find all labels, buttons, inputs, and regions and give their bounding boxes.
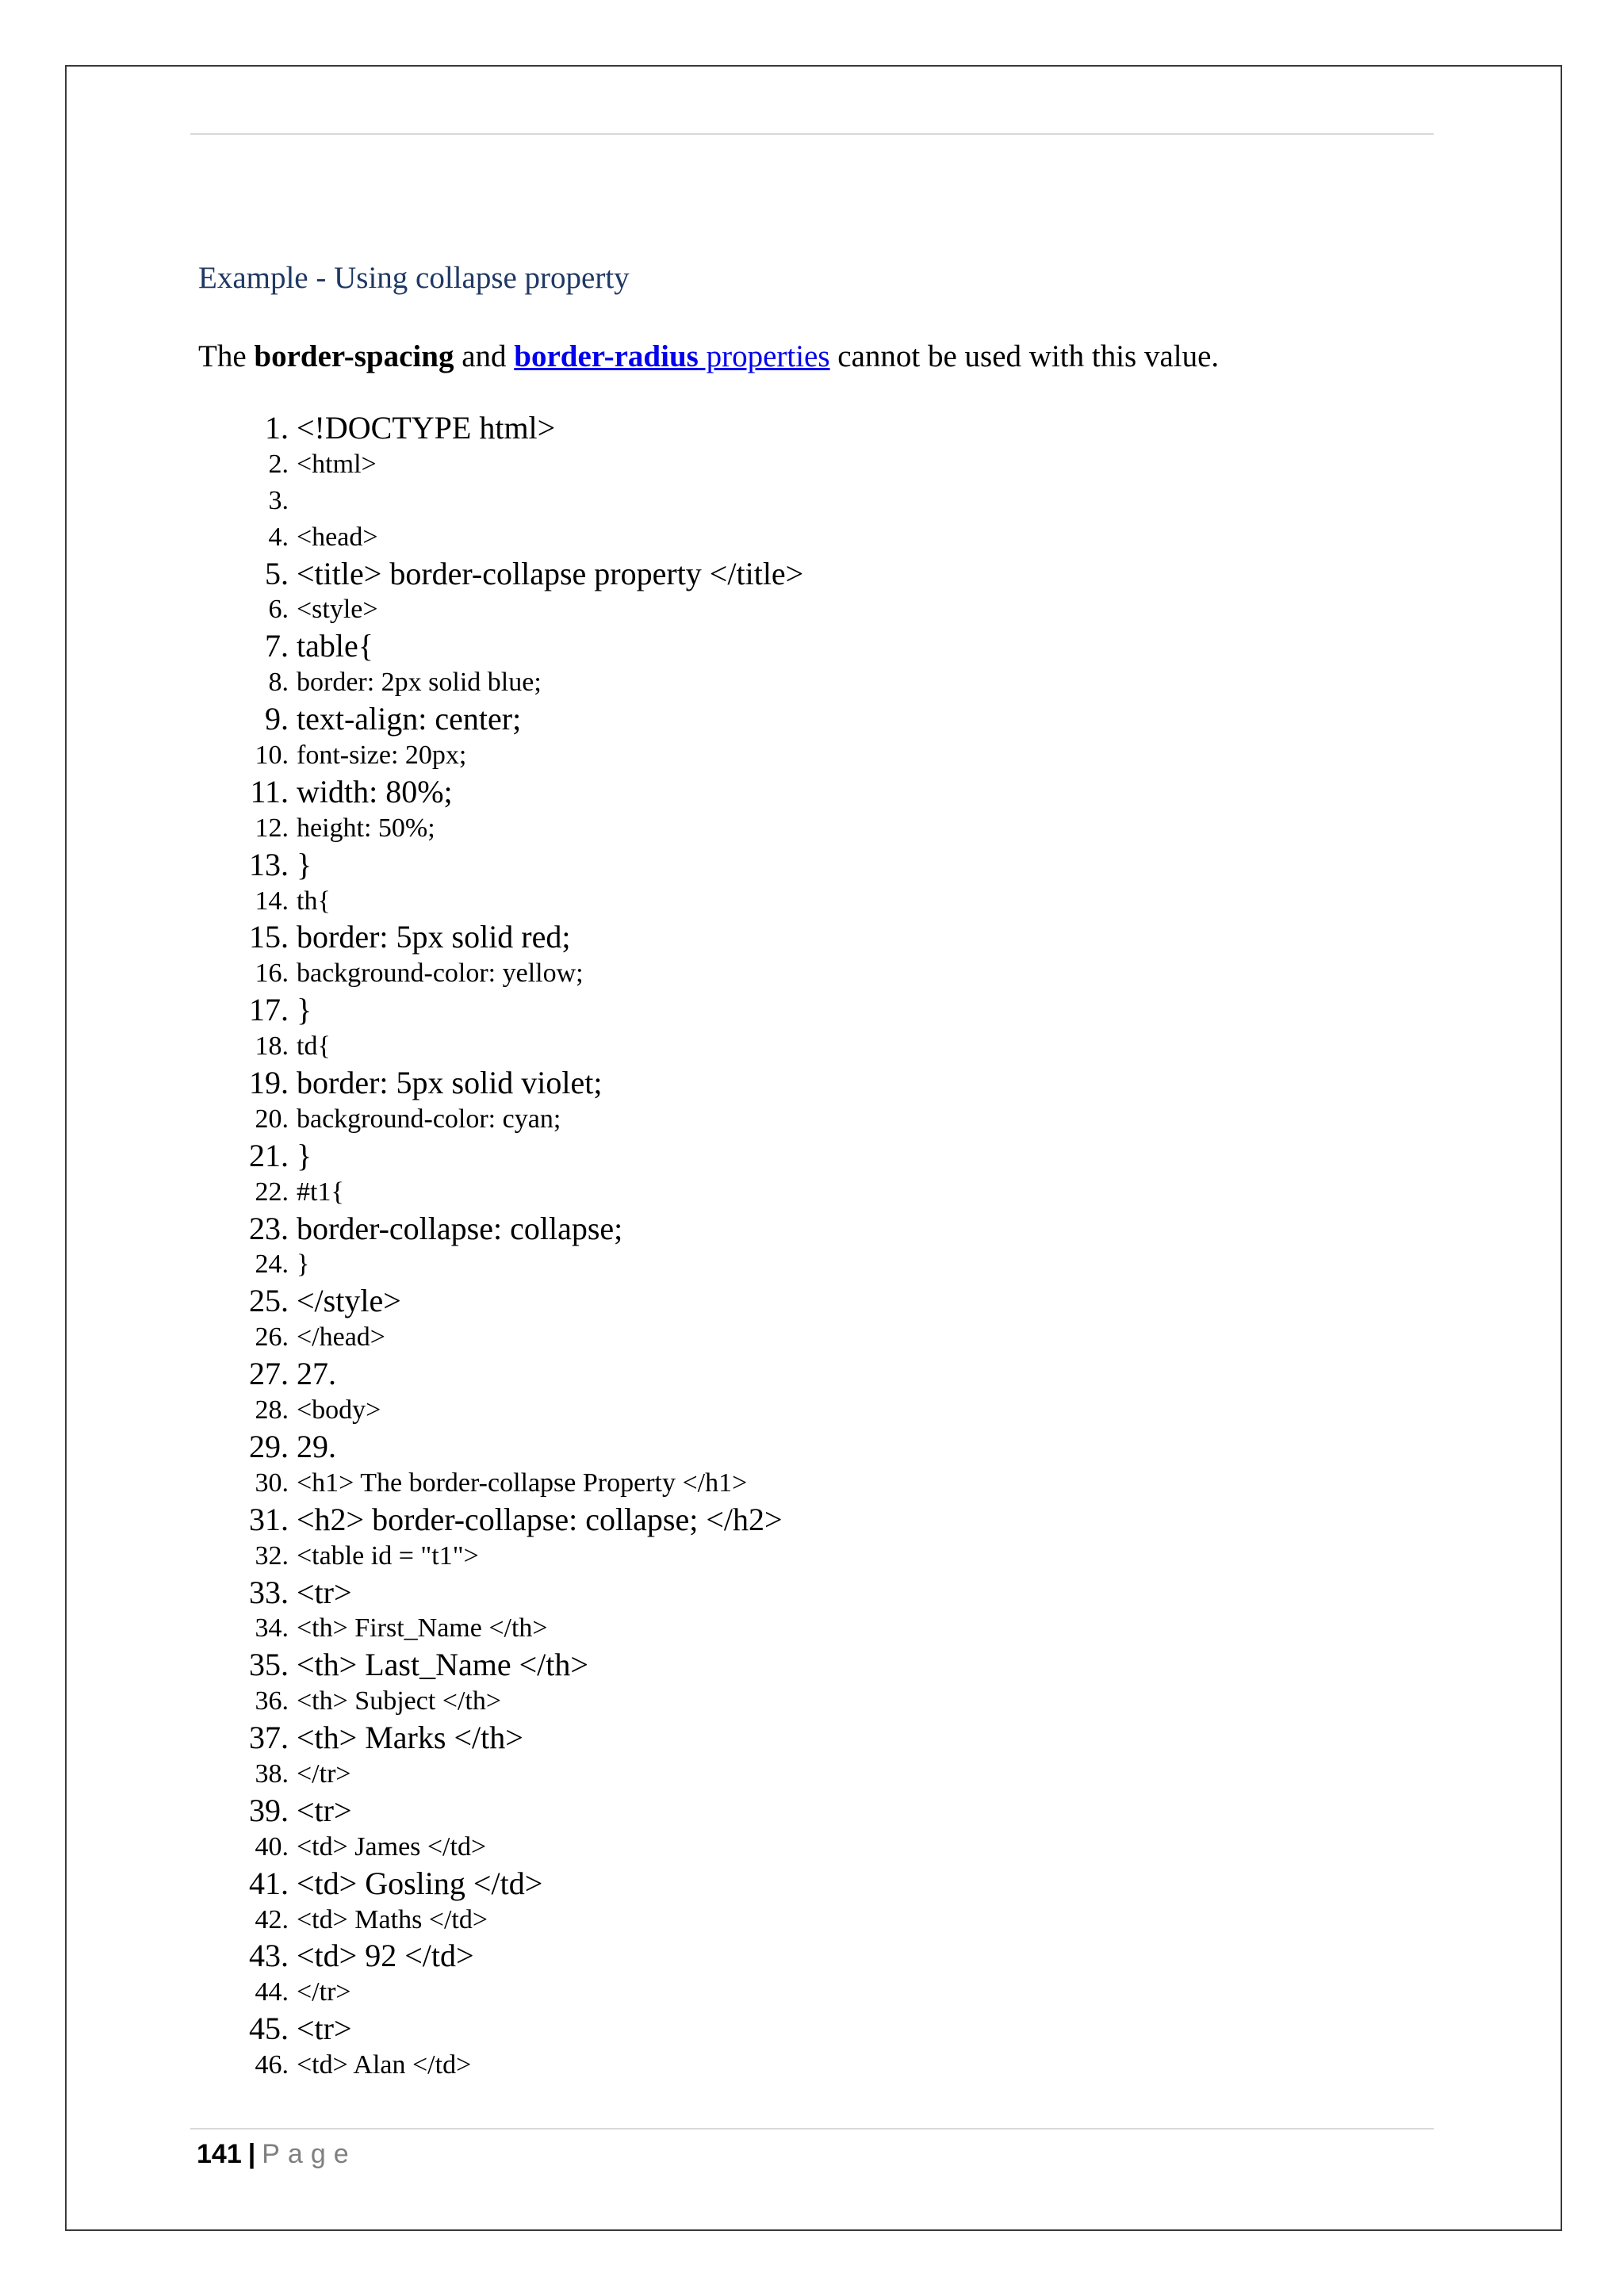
code-line <box>198 1283 803 1319</box>
line-number: 12. <box>255 813 289 843</box>
line-number: 27. <box>249 1356 289 1392</box>
section-heading: Example - Using collapse property <box>198 261 630 295</box>
line-text: table{ <box>297 628 373 664</box>
intro-text-3: cannot be used with this value. <box>829 339 1220 373</box>
code-line <box>198 628 803 664</box>
link-rest-properties: properties <box>698 339 830 373</box>
line-number: 39. <box>249 1792 289 1828</box>
code-line <box>198 483 803 519</box>
code-line <box>198 1866 803 1902</box>
line-text: background-color: yellow; <box>297 959 584 989</box>
line-text: width: 80%; <box>297 773 453 809</box>
line-text: <style> <box>297 595 378 625</box>
line-text: <td> 92 </td> <box>297 1938 474 1974</box>
line-number: 20. <box>255 1104 289 1134</box>
line-number: 1. <box>265 410 289 446</box>
line-number: 29. <box>249 1428 289 1464</box>
border-radius-properties-link[interactable] <box>514 339 829 373</box>
line-number: 41. <box>249 1865 289 1901</box>
code-line <box>198 1319 803 1356</box>
code-line <box>198 992 803 1028</box>
code-line <box>198 556 803 592</box>
line-number: 24. <box>255 1249 289 1280</box>
code-line <box>198 519 803 556</box>
code-line <box>198 1683 803 1720</box>
line-text: } <box>297 992 312 1028</box>
line-text: <th> Subject </th> <box>297 1686 502 1716</box>
line-number: 3. <box>268 485 289 515</box>
code-line <box>198 1028 803 1065</box>
line-number: 23. <box>249 1210 289 1246</box>
line-number: 35. <box>249 1647 289 1683</box>
line-text: } <box>297 1137 312 1173</box>
line-number: 22. <box>255 1177 289 1207</box>
code-line <box>198 1502 803 1538</box>
line-text: <tr> <box>297 2011 352 2047</box>
code-line <box>198 1429 803 1465</box>
line-number: 42. <box>255 1904 289 1934</box>
line-text: <td> Gosling </td> <box>297 1865 543 1901</box>
code-line <box>198 2047 803 2084</box>
code-line <box>198 446 803 483</box>
line-text: #t1{ <box>297 1177 344 1207</box>
code-line <box>198 955 803 992</box>
code-listing <box>198 410 803 2084</box>
line-text: <table id = "t1"> <box>297 1540 479 1571</box>
line-number: 26. <box>255 1322 289 1353</box>
intro-paragraph <box>198 335 1219 379</box>
line-text: td{ <box>297 1031 331 1062</box>
code-line <box>198 701 803 737</box>
line-text: text-align: center; <box>297 701 522 737</box>
page-footer <box>197 2136 357 2172</box>
code-line <box>198 1575 803 1611</box>
line-number: 13. <box>249 846 289 882</box>
line-number: 40. <box>255 1831 289 1862</box>
line-number: 19. <box>249 1065 289 1101</box>
code-line <box>198 1101 803 1138</box>
line-number: 5. <box>265 555 289 591</box>
intro-text-2: and <box>454 339 515 373</box>
footer-separator: | <box>247 2139 256 2169</box>
line-text: } <box>297 846 312 882</box>
line-number: 33. <box>249 1574 289 1610</box>
code-line <box>198 1246 803 1283</box>
code-line <box>198 1538 803 1575</box>
line-number: 37. <box>249 1720 289 1756</box>
code-line <box>198 1938 803 1974</box>
line-number: 34. <box>255 1613 289 1644</box>
code-line <box>198 1065 803 1101</box>
line-number: 28. <box>255 1395 289 1425</box>
line-text: <th> First_Name </th> <box>297 1613 548 1644</box>
line-text: <td> James </td> <box>297 1831 487 1862</box>
code-line <box>198 919 803 955</box>
line-text: border: 5px solid violet; <box>297 1065 603 1101</box>
header-rule <box>190 133 1434 135</box>
line-text: <td> Maths </td> <box>297 1904 488 1934</box>
line-number: 46. <box>255 2050 289 2080</box>
line-text: <h2> border-collapse: collapse; </h2> <box>297 1501 783 1537</box>
line-text: font-size: 20px; <box>297 740 467 771</box>
line-number: 31. <box>249 1501 289 1537</box>
code-line <box>198 774 803 810</box>
line-number: 11. <box>250 773 289 809</box>
line-text: <tr> <box>297 1792 352 1828</box>
line-text: th{ <box>297 886 331 916</box>
line-text: } <box>297 1249 310 1280</box>
line-number: 15. <box>249 919 289 955</box>
line-number: 43. <box>249 1938 289 1974</box>
code-line <box>198 1610 803 1647</box>
line-number: 30. <box>255 1468 289 1498</box>
code-line <box>198 1392 803 1429</box>
code-line <box>198 1211 803 1247</box>
line-number: 38. <box>255 1758 289 1789</box>
line-number: 32. <box>255 1540 289 1571</box>
line-text: <body> <box>297 1395 381 1425</box>
line-number: 2. <box>268 449 289 479</box>
line-text: <th> Last_Name </th> <box>297 1647 588 1683</box>
code-line <box>198 1974 803 2011</box>
code-line <box>198 1356 803 1392</box>
line-number: 17. <box>249 992 289 1028</box>
code-line <box>198 1829 803 1866</box>
line-text: height: 50%; <box>297 813 435 843</box>
line-number: 45. <box>249 2011 289 2047</box>
line-text: border-collapse: collapse; <box>297 1210 623 1246</box>
code-line <box>198 1720 803 1756</box>
intro-text-1: The <box>198 339 255 373</box>
line-number: 16. <box>255 959 289 989</box>
line-number: 8. <box>268 668 289 698</box>
line-number: 25. <box>249 1283 289 1319</box>
code-line <box>198 1138 803 1174</box>
code-line <box>198 410 803 446</box>
code-line <box>198 847 803 883</box>
code-line <box>198 1174 803 1211</box>
line-number: 36. <box>255 1686 289 1716</box>
code-line <box>198 1647 803 1683</box>
line-text: <head> <box>297 522 378 552</box>
code-line <box>198 810 803 847</box>
intro-bold-border-spacing: border-spacing <box>254 339 454 373</box>
code-line <box>198 737 803 774</box>
link-bold-border-radius: border-radius <box>514 339 699 373</box>
line-text: </style> <box>297 1283 401 1319</box>
line-number: 44. <box>255 1977 289 2007</box>
code-line <box>198 2011 803 2047</box>
line-text: <html> <box>297 449 377 479</box>
code-line <box>198 1465 803 1502</box>
line-text: <h1> The border-collapse Property </h1> <box>297 1468 748 1498</box>
line-text: <title> border-collapse property </title> <box>297 555 804 591</box>
line-text: </tr> <box>297 1977 351 2007</box>
code-line <box>198 1756 803 1793</box>
line-number: 14. <box>255 886 289 916</box>
page-label: Page <box>262 2139 357 2169</box>
line-number: 18. <box>255 1031 289 1062</box>
line-text: 27. <box>297 1356 336 1392</box>
line-number: 21. <box>249 1137 289 1173</box>
footer-rule <box>190 2128 1434 2130</box>
line-number: 6. <box>268 595 289 625</box>
code-line <box>198 1902 803 1938</box>
code-line <box>198 1793 803 1829</box>
code-line <box>198 664 803 701</box>
line-text: 29. <box>297 1428 336 1464</box>
line-text: background-color: cyan; <box>297 1104 561 1134</box>
page-number: 141 <box>197 2139 242 2169</box>
line-text: <td> Alan </td> <box>297 2050 472 2080</box>
line-text: </tr> <box>297 1758 351 1789</box>
line-text: border: 5px solid red; <box>297 919 571 955</box>
line-number: 7. <box>265 628 289 664</box>
line-number: 9. <box>265 701 289 737</box>
code-line <box>198 883 803 920</box>
line-number: 10. <box>255 740 289 771</box>
code-line <box>198 591 803 628</box>
line-text: border: 2px solid blue; <box>297 668 542 698</box>
line-text: <tr> <box>297 1574 352 1610</box>
line-text: <th> Marks </th> <box>297 1720 523 1756</box>
line-text: </head> <box>297 1322 385 1353</box>
line-number: 4. <box>268 522 289 552</box>
line-text: <!DOCTYPE html> <box>297 410 556 446</box>
